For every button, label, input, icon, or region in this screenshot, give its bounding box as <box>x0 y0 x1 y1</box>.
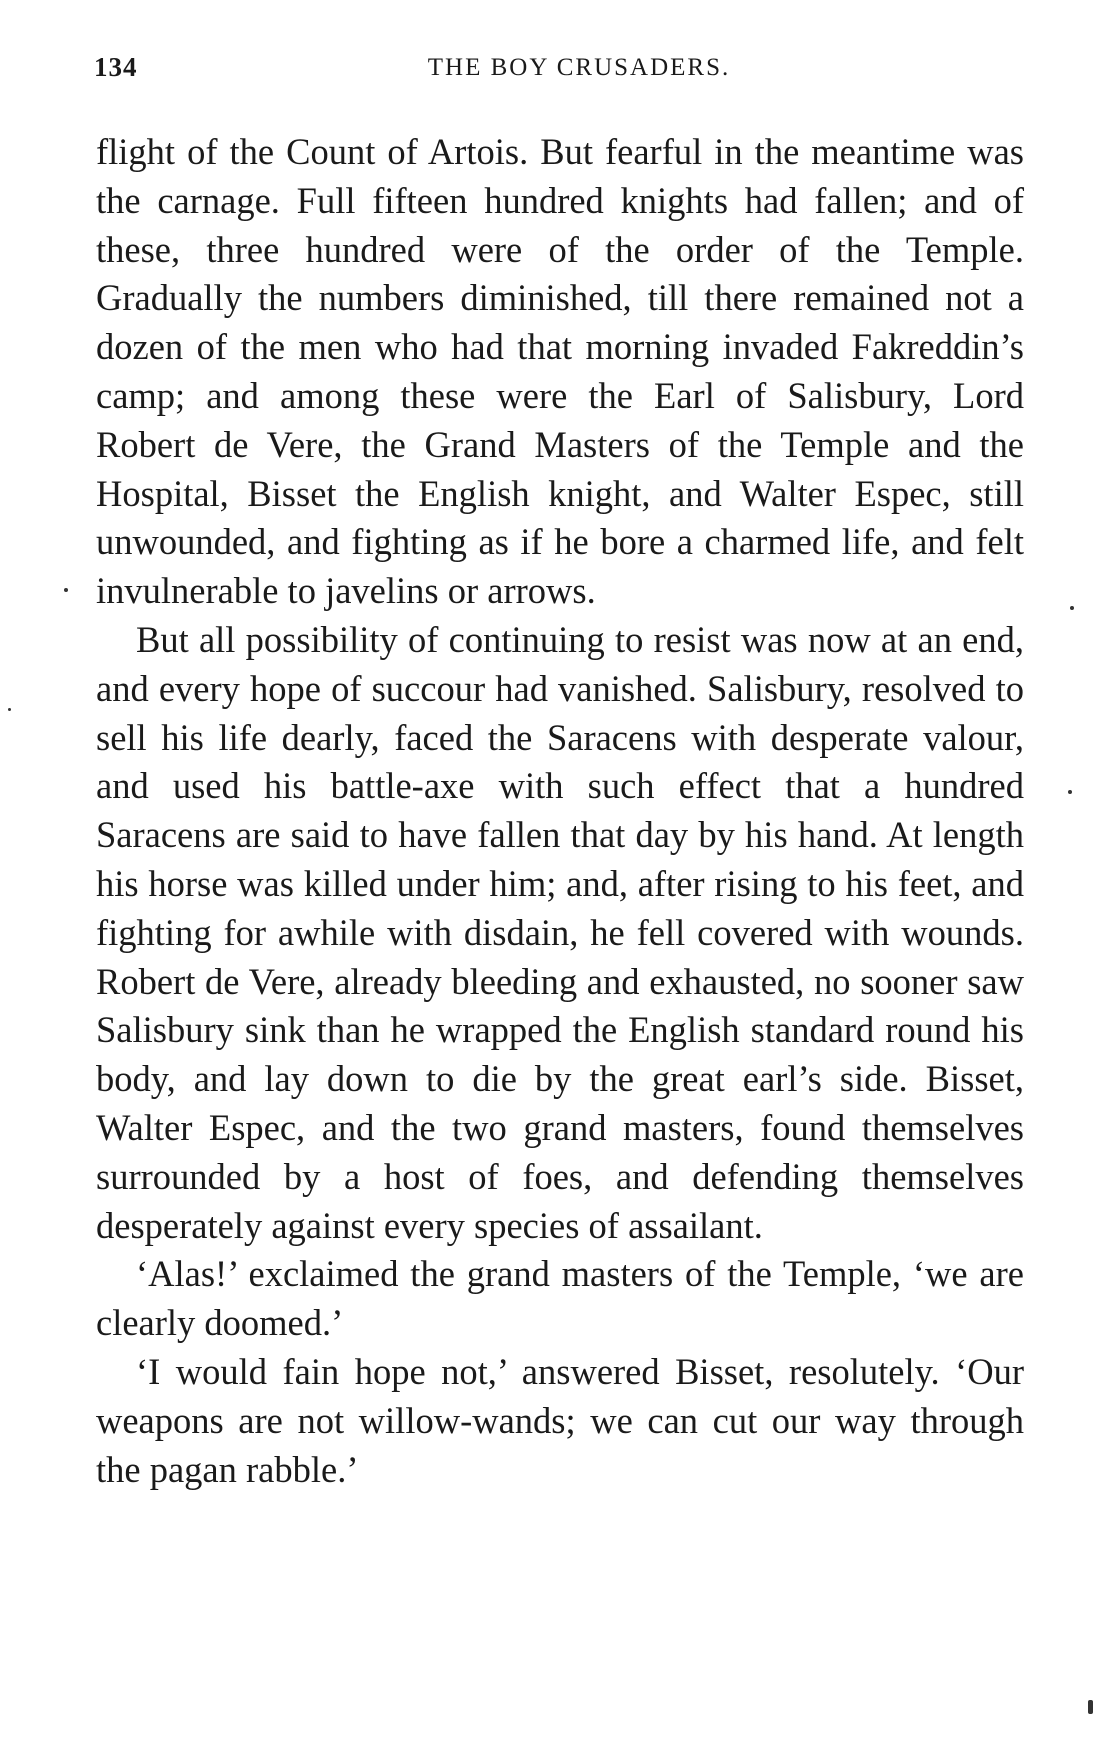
body-text <box>96 128 1024 1494</box>
print-speck <box>1068 790 1072 794</box>
paragraph-3: ‘Alas!’ exclaimed the grand masters of the Temple, ‘we are clearly doomed.’ <box>96 1253 1024 1344</box>
print-speck <box>1070 606 1074 610</box>
paragraph-1: flight of the Count of Artois. But fearful in the meantime was the carnage. Full fifteen hundred knights had fallen; and of these, three hundred were of the order of the Temple. Gradually the numbers diminished, till there remained not a dozen of the men who had that morning invaded Fakreddin’s camp; and among these were the Earl of Salisbury, Lord Robert de Vere, the Grand Masters of the Temple and the Hospital, Bisset the English knight, and Walter Espec, still unwounded, and fighting as if he bore a charmed life, and felt invulnerable to javelins or arrows. <box>96 131 1024 612</box>
print-speck <box>8 708 11 711</box>
paragraph-4: ‘I would fain hope not,’ answered Bisset, resolutely. ‘Our weapons are not willow-wands; we can cut our way through the pagan rabble.’ <box>96 1350 1024 1490</box>
print-speck <box>64 588 68 592</box>
print-speck <box>1088 1700 1093 1714</box>
page-number: 134 <box>94 52 138 82</box>
page-header <box>94 52 1024 92</box>
running-title: THE BOY CRUSADERS. <box>427 54 731 81</box>
paragraph-2: But all possibility of continuing to resist was now at an end, and every hope of succour had vanished. Salisbury, resolved to sell his life dearly, faced the Saracens with desperate valour, and used his battle-axe with such effect that a hundred Saracens are said to have fallen that day by his hand. At length his horse was killed under him; and, after rising to his feet, and fighting for awhile with disdain, he fell covered with wounds. Robert de Vere, already bleeding and exhausted, no sooner saw Salisbury sink than he wrapped the English standard round his body, and lay down to die by the great earl’s side. Bisset, Walter Espec, and the two grand masters, found themselves surrounded by a host of foes, and defending themselves desperately against every species of assailant. <box>96 618 1024 1246</box>
